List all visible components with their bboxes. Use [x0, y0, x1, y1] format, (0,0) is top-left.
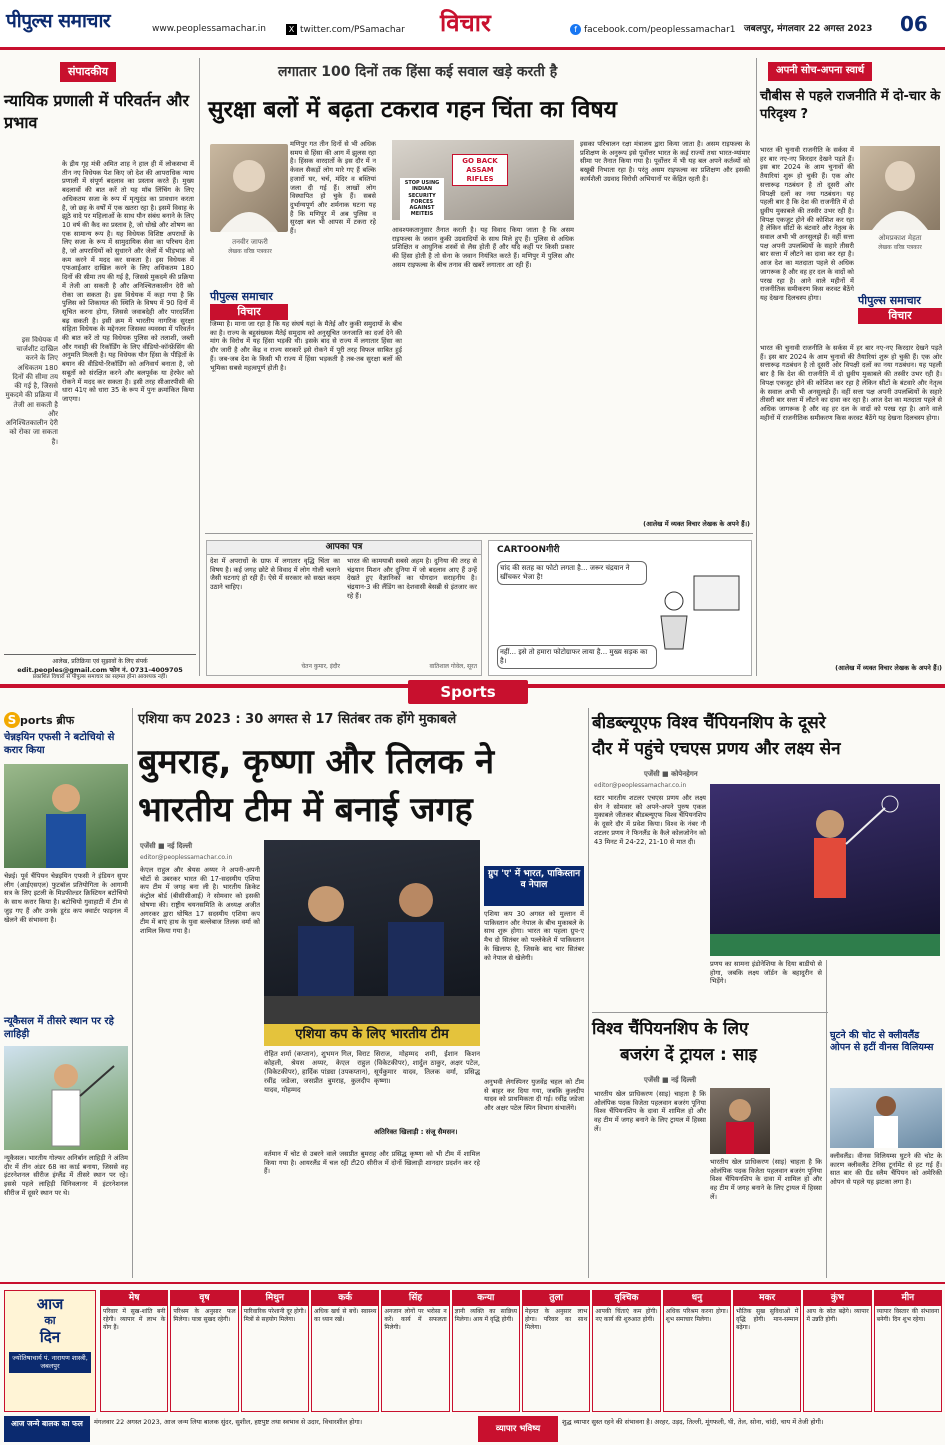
main-kicker: लगातार 100 दिनों तक हिंसा कई सवाल खड़े करती है	[278, 64, 558, 80]
zodiac-sign-text: भौतिक सुख सुविधाओं में वृद्धि होगी। मान-सम्मान बढ़ेगा।	[736, 1308, 799, 1331]
astrologer-name: ज्योतिषाचार्य पं. नारायण शास्त्री, जबलपुर	[9, 1352, 91, 1372]
right-author-photo	[860, 146, 940, 230]
badminton-body: स्टार भारतीय शटलर एचएस प्रणय और लक्ष्य सेन ने सोमवार को अपने-अपने पुरुष एकल मुकाबले जीतकर बीडब्ल्यूएफ विश्व चैंपियनशिप के दूसरे दौर में प्रवेश किया। विश्व के नंबर नौ शटलर प्रणय ने फिनलैंड के कैले कोलजोनेन को 43 मिनट में 24-22, 21-10 से मात दी।	[594, 794, 706, 846]
column-divider	[756, 58, 757, 676]
zodiac-sign-name: वृश्चिक	[593, 1291, 659, 1306]
cartoon-box	[488, 540, 752, 676]
zodiac-sign	[733, 1290, 801, 1412]
horoscope-title-1: आज	[36, 1295, 64, 1313]
venus-body: क्लीवलैंड। वीनस विलियम्स घुटने की चोट के कारण क्लीवलैंड टेनिस टूर्नामेंट से हट गई हैं। सात बार की ग्रैंड स्लैम चैंपियन को अमेरिकी ओपन से पहले यह झटका लगा है।	[830, 1152, 942, 1187]
letter-2-body: भारत की कामयाबी सबसे अहम है। दुनिया की तरह से चंद्रयान मिशन और दुनिया में जो बदलाव आए हैं उन्हें देखते हुए वैज्ञानिकों का योगदान सराहनीय है। चंद्रयान-3 की लैंडिंग का देशवासी बेसब्री से इंतजार कर रहे हैं।	[347, 557, 477, 600]
zodiac-sign-text: आय के स्रोत बढ़ेंगे। व्यापार में उन्नति होगी।	[806, 1308, 869, 1324]
protest-sign-1: GO BACK ASSAM RIFLES	[452, 154, 508, 186]
birth-text: मंगलवार 22 अगस्त 2023, आज जन्म लिया बालक सुंदर, सुशील, हष्टपुष्ट तथा स्वभाव से उदार, विचारशील होगा।	[94, 1418, 363, 1426]
bajrang-headline-1: विश्व चैंपियनशिप के लिए	[592, 1019, 749, 1039]
zodiac-sign-text: परिवार में सुख-शांति बनी रहेगी। व्यापार में लाभ के योग हैं।	[103, 1308, 166, 1331]
footer-contact-label: आलेख, प्रतिक्रिया एवं सुझावों के लिए संपर्क	[52, 658, 148, 665]
zodiac-sign	[452, 1290, 520, 1412]
brand-tag: विचार	[858, 308, 942, 324]
section-divider	[205, 533, 753, 534]
zodiac-sign-name: वृष	[171, 1291, 237, 1306]
twitter-link[interactable]	[286, 24, 405, 36]
zodiac-sign-name: धनु	[664, 1291, 730, 1306]
bajrang-headline-2: बजरंग दें ट्रायल : साइ	[620, 1045, 757, 1065]
column-divider	[199, 58, 200, 676]
cartoon-speech-top: चांद की सतह का फोटो लगता है... जरूर चंद्रयान ने खींचकर भेजा है!	[497, 561, 647, 585]
golfer-icon	[4, 1046, 128, 1150]
editorial-tag: संपादकीय	[60, 62, 116, 82]
zodiac-sign	[241, 1290, 309, 1412]
sports-band-label: Sports	[408, 680, 528, 704]
bajrang-dateline: एजेंसी ■ नई दिल्ली	[644, 1076, 697, 1084]
press-conference-icon	[264, 840, 480, 1024]
zodiac-sign-name: मेष	[101, 1291, 167, 1306]
section-title: विचार	[440, 9, 491, 37]
facebook-link[interactable]	[570, 24, 736, 36]
cricket-kicker: एशिया कप 2023 : 30 अगस्त से 17 सितंबर तक होंगे मुकाबले	[138, 712, 457, 727]
cricket-headline-2: भारतीय टीम में बनाई जगह	[138, 790, 473, 830]
right-column-tag: अपनी सोच-अपना स्वार्थ	[768, 62, 872, 81]
cricket-bottom-body: अनुभवी लेगस्पिनर युजवेंद्र चहल को टीम से बाहर कर दिया गया, जबकि कुलदीप यादव को प्राथमिकता दी गई। रवींद्र जडेजा और अक्षर पटेल स्पिन विभाग संभालेंगे।	[484, 1078, 584, 1113]
cartoon-drawing	[639, 571, 749, 651]
wrestler-icon	[710, 1088, 770, 1154]
venus-headline: घुटने की चोट से क्लीवलैंड ओपन से हटीं वीनस विलियम्स	[830, 1030, 934, 1053]
horoscope-title-3: दिन	[39, 1327, 61, 1346]
editorial-pullquote: इस विधेयक में चार्जशीट दाखिल करने के लिए अधिकतम 180 दिनों की सीमा तय की गई है, जिससे मुकदमे की प्रक्रिया में तेजी आ सकती है और अनिश्चितकालीन देरी को रोका जा सकता है।	[5, 336, 58, 446]
footer-email[interactable]: edit.peoples@gmail.com फोन नं. 0731-4009705	[17, 665, 183, 674]
protest-sign-2: STOP USING INDIAN SECURITY FORCES AGAINST MEITEIS	[400, 178, 444, 220]
business-text: शुद्ध व्यापार सुस्त रहने की संभावना है। अरहर, उड़द, तिल्ली, मूंगफली, घी, तेल, सोना, चांदी, चाय में तेजी होगी।	[562, 1418, 824, 1426]
main-headline: सुरक्षा बलों में बढ़ता टकराव गहन चिंता का विषय	[208, 97, 618, 123]
zodiac-sign	[522, 1290, 590, 1412]
author-name: तनवीर जाफरी	[232, 238, 268, 246]
author-role: लेखक वरिष्ठ पत्रकार	[228, 248, 272, 255]
letters-title: आपका पत्र	[207, 541, 481, 555]
facebook-handle: facebook.com/peoplessamachar1	[584, 25, 736, 35]
column-divider	[588, 708, 589, 1278]
business-label: व्यापार भविष्य	[478, 1416, 558, 1442]
cricket-headline-1: बुमराह, कृष्णा और तिलक ने	[138, 742, 495, 782]
letter-2-signature: वातिशाल गोवेल, सूरत	[429, 663, 477, 670]
brand-logo: पीपुल्स समाचार	[858, 294, 921, 307]
group-body: एशिया कप 30 अगस्त को मुल्तान में पाकिस्तान और नेपाल के बीच मुकाबले के साथ शुरू होगा। भारत का पहला ग्रुप-ए मैच दो सितंबर को पल्लेकेले में पाकिस्तान के खिलाफ है, जिसके बाद चार सितंबर को नेपाल से खेलेगी।	[484, 910, 584, 962]
zodiac-sign-text: अधिक परिश्रम करना होगा। शुभ समाचार मिलेगा।	[665, 1308, 728, 1324]
team-box-title: एशिया कप के लिए भारतीय टीम	[264, 1024, 480, 1046]
group-title: ग्रुप 'ए' में भारत, पाकिस्तान व नेपाल	[484, 866, 584, 906]
sports-brief-badge: S	[4, 712, 20, 728]
cartoon-speech-bottom: नहीं... इसे तो हमारा फोटोग्राफर लाया है... मुख्य सड़क का है।	[497, 645, 657, 669]
right-column-body-top: भारत की चुनावी राजनीति के सर्कस में हर बार नए-नए किरदार देखने पड़ते हैं। इस बार 2024 के आम चुनावों की तैयारियां शुरू हो चुकी हैं। एक ओर सत्तारूढ़ गठबंधन है तो दूसरी ओर विपक्षी दलों का नया गठबंधन। यह पहली बार है कि देश की राजनीति में दो ध्रुवीय मुकाबले की तस्वीर उभर रही है। विपक्ष एकजुट होने की कोशिश कर रहा है लेकिन सीटों के बंटवारे और नेतृत्व के सवाल अभी भी अनसुलझे हैं। वहीं सत्ता पक्ष अपनी उपलब्धियों के सहारे तीसरी बार सत्ता में लौटने का दावा कर रहा है। आज देश का मतदाता पहले से अधिक जागरूक है और वह हर दल के वादों को परख रहा है। आने वाले महीनों में राजनीतिक समीकरण किस करवट बैठेंगे यह देखना दिलचस्प होगा।	[760, 146, 854, 302]
badminton-dateline: एजेंसी ■ कोपेनहेगन	[644, 770, 698, 778]
masthead	[0, 0, 945, 50]
column-divider	[826, 960, 827, 1278]
team-reserve: अतिरिक्त खिलाड़ी : संजू सैमसन।	[374, 1128, 458, 1136]
sports-brief-label: ports ब्रीफ	[20, 714, 75, 727]
right-column-headline: चौबीस से पहले राजनीति में दो-चार के परिदृश्य ?	[760, 89, 941, 122]
letter-1-body: देश में अपराधों के ग्राफ में लगातार वृद्धि चिंता का विषय है। कई जगह छोटे से विवाद में लोग गोली चलाने जैसी घटनाएं हो रही हैं। ऐसे में सरकार को सख्त कदम उठाने चाहिए।	[210, 557, 340, 592]
zodiac-sign-name: मीन	[875, 1291, 941, 1306]
right-author-name: ओमप्रकाश मेहता	[878, 234, 922, 242]
website-link[interactable]: www.peoplessamachar.in	[152, 24, 266, 34]
horoscope-title-box	[4, 1290, 96, 1412]
badminton-headline-1: बीडब्ल्यूएफ विश्व चैंपियनशिप के दूसरे	[592, 713, 826, 733]
right-column-body: भारत की चुनावी राजनीति के सर्कस में हर बार नए-नए किरदार देखने पड़ते हैं। इस बार 2024 के आम चुनावों की तैयारियां शुरू हो चुकी हैं। एक ओर सत्तारूढ़ गठबंधन है तो दूसरी ओर विपक्षी दलों का नया गठबंधन। यह पहली बार है कि देश की राजनीति में दो ध्रुवीय मुकाबले की तस्वीर उभर रही है। विपक्ष एकजुट होने की कोशिश कर रहा है लेकिन सीटों के बंटवारे और नेतृत्व के सवाल अभी भी अनसुलझे हैं। वहीं सत्ता पक्ष अपनी उपलब्धियों के सहारे तीसरी बार सत्ता में लौटने का दावा कर रहा है। आज देश का मतदाता पहले से अधिक जागरूक है और वह हर दल के वादों को परख रहा है। आने वाले महीनों में राजनीतिक समीकरण किस करवट बैठेंगे यह देखना दिलचस्प होगा।	[760, 344, 942, 422]
zodiac-sign	[592, 1290, 660, 1412]
person-silhouette-icon	[860, 146, 940, 230]
birth-label: आज जन्मे बालक का फल	[4, 1416, 90, 1442]
horoscope-rule	[0, 1282, 945, 1284]
badminton-email[interactable]: editor@peoplessamachar.co.in	[594, 782, 687, 789]
zodiac-sign-name: मकर	[734, 1291, 800, 1306]
zodiac-sign-name: कर्क	[312, 1291, 378, 1306]
section-divider	[592, 1012, 828, 1013]
right-brand-stamp	[858, 294, 942, 324]
zodiac-sign-name: तुला	[523, 1291, 589, 1306]
cartoon-title: CARTOONगीरी	[497, 545, 560, 555]
zodiac-sign-text: मेहनत के अनुसार लाभ होगा। परिवार का साथ मिलेगा।	[525, 1308, 588, 1331]
cricket-email[interactable]: editor@peoplessamachar.co.in	[140, 854, 233, 861]
zodiac-grid	[100, 1290, 942, 1412]
author-photo	[210, 144, 288, 232]
zodiac-sign	[170, 1290, 238, 1412]
cricket-body-2: वर्तमान में चोट से उबरने वाले जसप्रीत बुमराह और प्रसिद्ध कृष्णा को भी टीम में शामिल किया गया है। आयरलैंड में चल रही टी20 सीरीज में दोनों खिलाड़ी शानदार प्रदर्शन कर रहे हैं।	[264, 1150, 480, 1176]
zodiac-sign-name: मिथुन	[242, 1291, 308, 1306]
tennis-player-icon	[830, 1088, 942, 1148]
facebook-icon: f	[570, 24, 581, 35]
editorial-headline: न्यायिक प्रणाली में परिवर्तन और प्रभाव	[4, 91, 190, 132]
sports-brief-header	[4, 712, 124, 728]
venus-photo	[830, 1088, 942, 1148]
protest-photo	[392, 140, 574, 220]
newspaper-logo: पीपुल्स समाचार	[6, 10, 111, 32]
badminton-photo	[710, 784, 940, 956]
letter-1-signature: चेतन कुमार, इंदौर	[301, 663, 340, 670]
zodiac-sign	[803, 1290, 871, 1412]
brand-tag: विचार	[210, 304, 288, 320]
main-col3: आवश्यकतानुसार तैनात करती है। यह विवाद किया जाता है कि असम राइफल्स के जवान कुकी उग्रवादियों के साथ मिले हुए हैं। पुलिस से अधिक प्रशिक्षित व आधुनिक शस्त्रों से लैस होती हैं और यदि कहीं पर किसी प्रकार की हिंसा होती है तो सेना के जवान नियंत्रित करते हैं। मणिपुर में पुलिस और असम राइफल्स के बीच तनाव की खबरें लगातार आ रही हैं।	[392, 226, 574, 269]
brief1-body: चेन्नई। पूर्व चैंपियन चेन्नइयिन एफसी ने इंडियन सुपर लीग (आईएसएल) फुटबॉल प्रतियोगिता के आगामी सत्र के लिए इटली के मिडफील्डर क्रिस्टियन बटोचियो के साथ करार किया है। बटोचियो गुवाहाटी में टीम से जुड़ गए हैं और उनके डूरंड कप क्वार्टर फाइनल में खेलने की संभावना है।	[4, 872, 128, 924]
footer-disclaimer: प्रकाशित विचारों से पीपुल्स समाचार का सहमत होना आवश्यक नहीं।	[32, 673, 168, 680]
x-icon: X	[286, 24, 297, 35]
cricket-body-1: केएल राहुल और श्रेयस अय्यर ने अपनी-अपनी चोटों से उबरकर भारत की 17-सदस्यीय एशिया कप टीम में जगह बना ली है। भारतीय क्रिकेट कंट्रोल बोर्ड (बीसीसीआई) ने सोमवार को इसकी घोषणा की। राष्ट्रीय चयनसमिति के अध्यक्ष अजीत अगरकर द्वारा घोषित 17 सदस्यीय एशिया कप टीम में बाएं हाथ के युवा बल्लेबाज तिलक वर्मा को शामिल किया गया है।	[140, 866, 260, 935]
zodiac-sign-text: ज्ञानी व्यक्ति का सान्निध्य मिलेगा। आय में वृद्धि होगी।	[454, 1308, 517, 1324]
main-end-note: (आलेख में व्यक्त विचार लेखक के अपने हैं।)	[643, 520, 750, 528]
bajrang-body: भारतीय खेल प्राधिकरण (साइ) चाहता है कि ओलंपिक पदक विजेता पहलवान बजरंग पूनिया विश्व चैंपियनशिप के दावा में शामिल हो और वह टीम में जगह बनाने के लिए ट्रायल में हिस्सा लें।	[594, 1090, 706, 1133]
badminton-player-icon	[710, 784, 940, 956]
main-col2: जिम्मा है। माना जा रहा है कि यह संघर्ष यहां के मैतेई और कुकी समुदायों के बीच का है। राज्य के बहुसंख्यक मैतेई समुदाय को अनुसूचित जनजाति का दर्जा देने की मांग के विरोध में यह हिंसा भड़की थी। इसके बाद से राज्य में लगातार हिंसा का दौर जारी है और केंद्र व राज्य सरकारें इसे रोकने में पूरी तरह विफल साबित हुई हैं। जब-जब देश के किसी भी राज्य में हिंसा भड़कती है तब-तब सुरक्षा बलों की भूमिका सबसे महत्वपूर्ण होती है।	[210, 320, 402, 372]
brief1-headline: चेन्नइयिन एफसी ने बटोचियो से करार किया	[4, 732, 115, 756]
letters-box	[206, 540, 482, 676]
zodiac-sign	[311, 1290, 379, 1412]
zodiac-sign-text: अधिक खर्च से बचें। स्वास्थ्य का ध्यान रखें।	[314, 1308, 377, 1324]
zodiac-sign-name: सिंह	[382, 1291, 448, 1306]
zodiac-sign-text: पारिवारिक परेशानी दूर होगी। मित्रों से सहयोग मिलेगा।	[243, 1308, 306, 1324]
zodiac-sign-text: अनजान लोगों पर भरोसा न करें। कार्य में सफलता मिलेगी।	[384, 1308, 447, 1331]
zodiac-sign	[100, 1290, 168, 1412]
page-number: 06	[900, 12, 928, 36]
bajrang-body-2: भारतीय खेल प्राधिकरण (साइ) चाहता है कि ओलंपिक पदक विजेता पहलवान बजरंग पूनिया विश्व चैंपियनशिप के दावा में शामिल हो और वह टीम में जगह बनाने के लिए ट्रायल में हिस्सा लें।	[710, 1158, 822, 1201]
zodiac-sign-text: आपकी चिंताएं कम होंगी। नए कार्य की शुरुआत होगी।	[595, 1308, 658, 1324]
right-author-role: लेखक वरिष्ठ पत्रकार	[878, 244, 922, 251]
zodiac-sign	[663, 1290, 731, 1412]
editorial-footer	[4, 654, 196, 681]
team-list-2: सिराज, मोहम्मद शमी, ईशान किशन (विकेटकीपर), शार्दुल ठाकुर, अक्षर पटेल, सूर्यकुमार यादव, तिलक वर्मा, प्रसिद्ध कृष्णा।	[374, 1050, 480, 1085]
right-end-note: (आलेख में व्यक्त विचार लेखक के अपने हैं।)	[835, 664, 942, 672]
footballer-icon	[4, 764, 128, 868]
main-col1: मणिपुर गत तीन दिनों से भी अधिक समय से हिंसा की आग में झुलस रहा है। हिंसक वारदातों के इस दौर में न केवल सैकड़ों लोग मारे गए हैं बल्कि हजारों घर, चर्च, मंदिर व बस्तियां जला दी गई हैं। लाखों लोग विस्थापित हो चुके हैं। सबसे दुर्भाग्यपूर्ण और शर्मनाक घटना यह है कि मणिपुर में अब पुलिस व सुरक्षा बल भी आपस में टकरा रहे हैं।	[290, 140, 376, 236]
zodiac-sign	[381, 1290, 449, 1412]
editorial-body: के द्रीय गृह मंत्री अमित शाह ने हाल ही में लोकसभा में तीन नए विधेयक पेश किए जो देश की आपराधिक न्याय प्रणाली में संपूर्ण बदलाव का प्रस्ताव करते हैं। मुख्य बदलावों की बात करें तो यह मॉब लिंचिंग के लिए अधिकतम सजा के रूप में मृत्युदंड का प्रावधान करता है, जो छह के वर्षों में एक खतरा रहा है। इसमें विवाह के झूठे वादे पर महिलाओं के साथ यौन संबंध बनाने के लिए 10 वर्ष की कैद का प्रस्ताव है, जो धोखे और शोषण का एक सामान्य रूप है। यह विधेयक विशिष्ट अपराधों के लिए सजा के रूप में सामुदायिक सेवा का परिचय देता है, जो अपराधियों को सुधारने और जेलों में भीड़भाड़ को कम करने में मदद कर सकता है। इस विधेयक में एफआईआर दाखिल करने के लिए अधिकतम 180 दिनों की सीमा तय की गई है, जिससे मुकदमे की प्रक्रिया में तेजी आ सकती है और अनिश्चितकालीन देरी को रोका जा सकता है। इस विधेयक में कहा गया है कि पुलिस को शिकायत की स्थिति के विषय में 90 दिनों में सूचित करना होगा, जिससे जवाबदेही और पारदर्शिता बढ़ सकती है। इसी क्रम में भारतीय नागरिक सुरक्षा संहिता विधेयक के मद्देनजर जिसका व्यवस्था में परिवर्तन की बात करें तो यह विधेयक पुलिस को तलाशी, जब्ती और गवाही की रिकॉर्डिंग के लिए वीडियो-कॉन्फ्रेंसिंग की अनुमति मिलती है। यह विधेयक यौन हिंसा के पीड़ितों के बयान की वीडियो-रिकॉर्डिंग को अनिवार्य बनाता है, जो सबूतों को संरक्षित करने और बलपूर्वक या हेरफेर को रोकने में मदद कर सकता है। इसी तरह सीआरपीसी की धारा 41ए को धारा 35 के रूप में पुनः क्रमांकित किया जाएगा।	[62, 160, 194, 403]
zodiac-sign-text: परिश्रम के अनुसार फल मिलेगा। यात्रा सुखद रहेगी।	[173, 1308, 236, 1324]
brief2-headline: न्यूकैसल में तीसरे स्थान पर रहे लाहिड़ी	[4, 1016, 114, 1040]
brief1-photo	[4, 764, 128, 868]
press-conference-photo	[264, 840, 480, 1024]
brief2-photo	[4, 1046, 128, 1150]
brand-stamp	[210, 290, 288, 320]
person-silhouette-icon	[210, 144, 288, 232]
main-col4: इसका परिचालन रक्षा मंत्रालय द्वारा किया जाता है। असम राइफल्स के प्रशिक्षण के अनुरूप इसे पूर्वोत्तर भारत के कई राज्यों तथा भारत-म्यांमार सीमा पर तैनात किया गया है। पूर्वोत्तर में भी यह बल अपने कर्तव्यों को बखूबी निभाता रहा है। परंतु असम राइफल्स का प्रशिक्षण और इसकी कार्यशैली उग्रवाद विरोधी अभियानों पर केंद्रित रहती है।	[580, 140, 750, 183]
column-divider	[132, 708, 133, 1278]
bajrang-photo	[710, 1088, 770, 1154]
brief2-body: न्यूकैसल। भारतीय गोल्फर अनिर्बान लाहिड़ी ने अंतिम दौर में तीन अंडर 68 का कार्ड बनाया, जिससे वह इंटरनेशनल सीरीज इंग्लैंड में तीसरे स्थान पर रहे। इससे पहले लाहिड़ी विनिवलानर में इंटरनेशनल सीरीज में दूसरे स्थान पर थे।	[4, 1154, 128, 1197]
brand-logo: पीपुल्स समाचार	[210, 290, 273, 303]
team-list-1: रोहित शर्मा (कप्तान), शुभमन गिल, विराट कोहली, श्रेयस अय्यर, केएल राहुल (विकेटकीपर), हार्दिक पांड्या (उपकप्तान), रवींद्र जडेजा, जसप्रीत बुमराह, कुलदीप यादव, मोहम्मद	[264, 1050, 370, 1094]
cricket-dateline: एजेंसी ■ नई दिल्ली	[140, 842, 193, 850]
zodiac-sign-name: कन्या	[453, 1291, 519, 1306]
badminton-body-2: प्रणय का सामना इंडोनेशिया के दिया बाडीयो से होगा, जबकि लक्ष्य जॉर्डन के बहादुरीन से भिड़ेंगे।	[710, 960, 822, 986]
zodiac-sign-text: व्यापार विस्तार की संभावना बनेगी। दिन शुभ रहेगा।	[876, 1308, 939, 1324]
horoscope-title-2: का	[44, 1313, 56, 1327]
zodiac-sign	[874, 1290, 942, 1412]
twitter-handle: twitter.com/PSamachar	[300, 25, 405, 35]
zodiac-sign-name: कुंभ	[804, 1291, 870, 1306]
dateline: जबलपुर, मंगलवार 22 अगस्त 2023	[744, 24, 873, 34]
badminton-headline-2: दौर में पहुंचे एचएस प्रणय और लक्ष्य सेन	[592, 739, 841, 759]
